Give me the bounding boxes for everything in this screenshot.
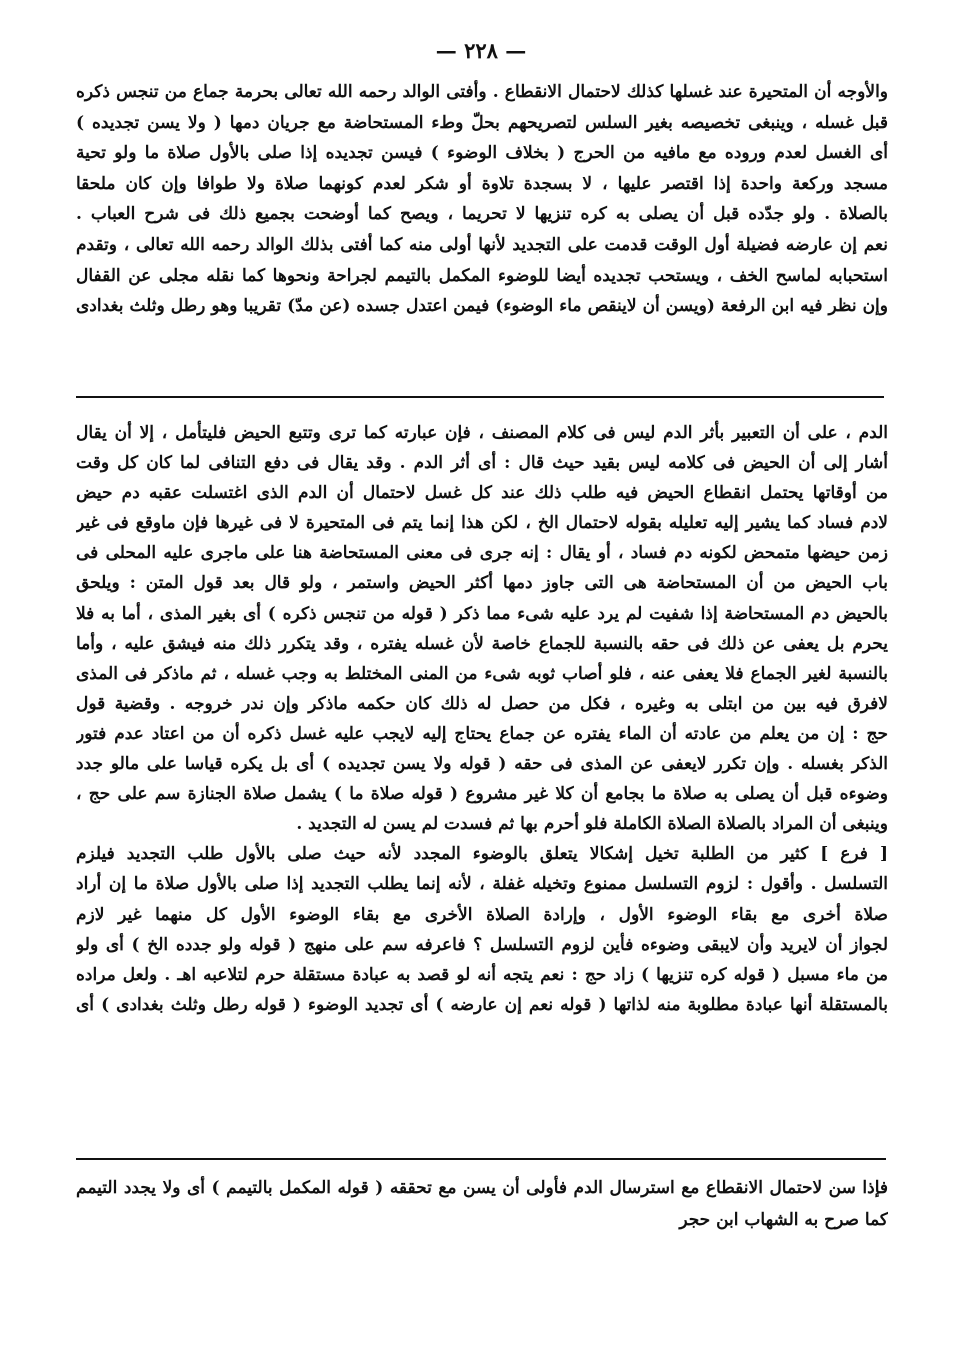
main-line: أى الغسل لعدم وروده مع مافيه من الحرج ( بخلاف الوضوء ) فيسن تجديده إذا صلى بالأول صلاة ما ولو تحية (76, 143, 888, 164)
footnote-line: كما صرح به الشهاب ابن حجر (679, 1210, 888, 1230)
footnote-text (76, 1172, 888, 1236)
commentary-line: وضوءه قبل أن يصلى به صلاة ما بجامع أن كلا غير مشروع ( قوله صلاة ما ) يشمل صلاة الجنازة سم على حج ، (76, 784, 888, 805)
section-divider (76, 1158, 886, 1160)
commentary-line: بالحيض دم المستحاضة إذا شفيت لم يرد عليه شىء مما ذكر ( قوله من تنجس ذكره ) أى بغير المذى ، أما به فلا (76, 603, 888, 624)
page-number: — ٢٢٨ — (435, 38, 527, 63)
commentary-line: حج : إن من يعلم من عادته أن الماء يفتره عن جماع يحتاج إليه لايجب عليه غسل ذكره أن من اعتاد عدم فتور (76, 723, 888, 744)
commentary-line: [ فرع ] كثير من الطلبة تخيل إشكالا يتعلق بالوضوء المجدد لأنه حيث صلى بالأول طلب التجديد فيلزم (76, 844, 888, 865)
commentary-line: يحرم بل يعفى عن ذلك فى حقه بالنسبة للجماع خاصة لأن غسله يفتره ، وقد يتكرر ذلك منه فيشق عليه ، وأما (76, 633, 888, 654)
main-line: مسجد وركعة واحدة إذا اقتصر عليها ، لا بسجدة تلاوة أو شكر لعدم كونهما صلاة ولا طوافا وإن كان ملحقا (76, 173, 888, 194)
main-line: قبل غسله ، وينبغى تخصيصه بغير السلس لتصريحهم بحلّ وطء المستحاضة مع جريان دمها ( ولا يسن تجديده ) (76, 112, 888, 133)
main-line: والأوجه أن المتحيرة عند غسلها كذلك لاحتمال الانقطاع . وأفتى الوالد رحمه الله تعالى بحرمة جماع من تنجس ذكره (76, 82, 888, 102)
commentary-line: بالمستقلة أنها عبادة مطلوبة منه لذاتها ( قوله نعم إن عارضه ) أى تجديد الوضوء ( قوله رطل وثلث بغدادى ) أى (76, 994, 888, 1015)
commentary-line: صلاة أخرى مع بقاء الوضوء الأول ، وإرادة الصلاة الأخرى مع بقاء الوضوء الأول كل منهما غير لازم (76, 904, 888, 925)
main-text (76, 77, 888, 322)
commentary-line: من أوقاتها يحتمل انقطاع الحيض فيه طلب ذلك عند كل غسل لاحتمال أن الدم الذى اغتسلت عقبه دم حيض (76, 483, 888, 504)
commentary-line: التسلسل . وأقول : لزوم التسلسل ممنوع وتخيله غفلة ، لأنه إنما يطلب التجديد إذا صلى بالأول صلاة ما إن أراد (76, 874, 888, 895)
commentary-line: أشار إلى أن الحيض فى كلامه ليس بقيد حيث قال : أى أثر الدم . وقد يقال فى دفع التنافى لما كان كل وقت (76, 453, 888, 474)
commentary-text (76, 418, 888, 1020)
commentary-line: لادم فساد كما يشير إليه تعليله بقوله لاحتمال الخ ، لكن هذا إنما يتم فى المتحيرة لا فى غيرها فإن ماوقع فى غير (76, 513, 888, 534)
commentary-line: الذكر بغسله . وإن تكرر لايعفى عن المذى فى حقه ( قوله ولا يسن تجديده ) أى بل يكره قياسا على مالو جدد (76, 754, 888, 775)
commentary-line: لافرق فيه بين من ابتلى به وغيره ، فكل من حصل له ذلك كان حكمه ماذكر وإن ندر خروجه . وقضية قول (76, 693, 888, 714)
commentary-line: بالنسبة لغير الجماع فلا يعفى عنه ، فلو أصاب ثوبه شىء من المنى المختلط به وجب غسله ، ثم ماذكر فى المذى (76, 663, 888, 684)
main-line: بالصلاة . ولو جدّده قبل أن يصلى به كره تنزيها لا تحريما ، ويصح كما أوضحت بجميع ذلك فى شرح العباب . (76, 204, 888, 225)
footnote-line: فإذا سن لاحتمال الانقطاع مع استرسال الدم فأولى أن يسن مع تحققه ( قوله المكمل بالتيمم ) أى ولا يجدد التيمم (76, 1178, 888, 1198)
section-divider (76, 396, 884, 398)
commentary-line: وينبغى أن المراد بالصلاة الصلاة الكاملة فلو أحرم بها ثم فسدت لم يسن له التجديد . (296, 814, 888, 835)
commentary-line: الدم ، على أن التعبير بأثر الدم ليس فى كلام المصنف ، فإن عبارته كما ترى وتتبع الحيض فليتأمل ، إلا أن يقال (76, 423, 888, 443)
main-line: وإن نظر فيه ابن الرفعة (ويسن أن لاينقص ماء الوضوء) فيمن اعتدل جسده (عن مدّ) تقريبا وهو رطل وثلث بغدادى (76, 296, 888, 317)
main-line: استحبابه لماسح الخف ، ويستحب تجديده أيضا للوضوء المكمل بالتيمم لجراحة ونحوها كما نقله مجلى عن القفال (76, 265, 888, 286)
commentary-line: زمن حيضها متمحض لكونه دم فساد ، أو يقال : إنه جرى فى معنى المستحاضة هنا على ماجرى عليه المحلى فى (76, 543, 888, 564)
commentary-line: باب الحيض من أن المستحاضة هى التى جاوز دمها أكثر الحيض واستمر ، ولو قال بعد قول المتن : ويلحق (76, 573, 888, 594)
commentary-line: من ماء مسبل ( قوله كره تنزيها ) زاد حج : نعم يتجه أنه لو قصد به عبادة مستقلة حرم لتلاعبه اهـ . ولعل مراده (76, 964, 888, 985)
main-line: نعم إن عارضه فضيلة أول الوقت قدمت على التجديد لأنها أولى منه كما أفتى بذلك الوالد رحمه الله تعالى ، وتقدم (76, 234, 888, 255)
commentary-line: لجواز أن لايريد وأن لايبقى وضوءه فأين لزوم التسلسل ؟ فاعرفه سم على منهج ( قوله ولو جدده الخ ) أى ولو (76, 934, 888, 955)
